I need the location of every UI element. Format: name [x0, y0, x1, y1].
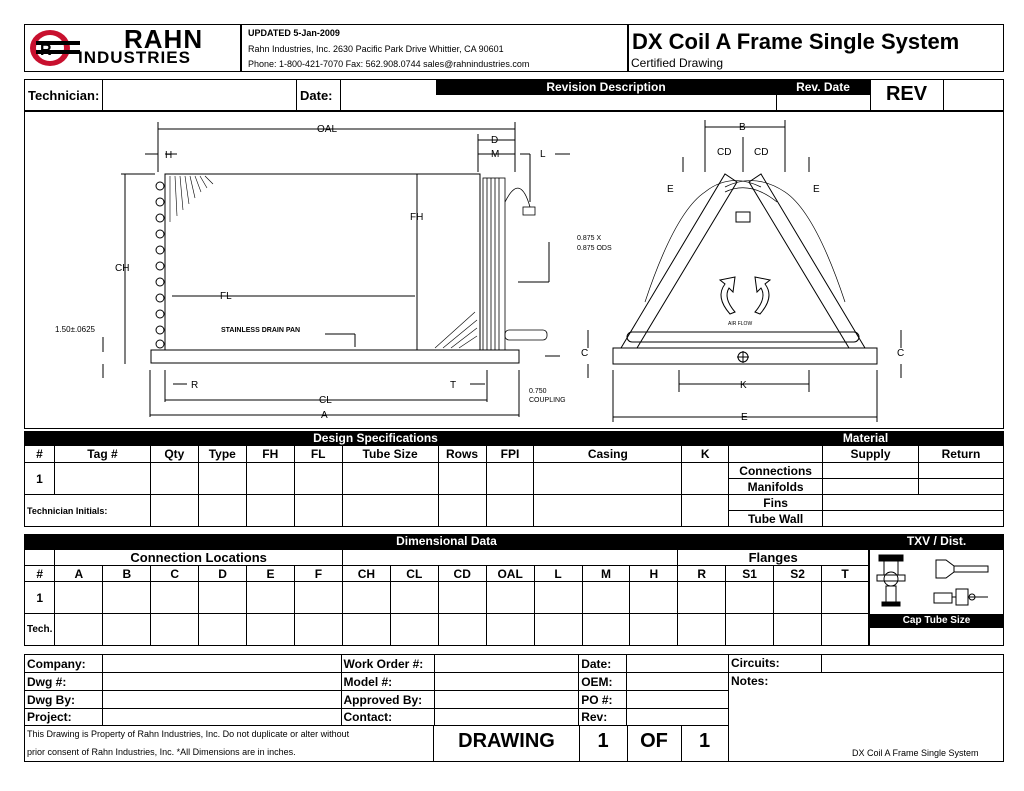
col-type: Type: [198, 446, 246, 463]
connections-supply[interactable]: [823, 463, 919, 479]
dim-col: CL: [390, 566, 438, 582]
divider: [296, 79, 297, 111]
notes-label: Notes:: [731, 674, 769, 688]
distributor-icon: [932, 556, 992, 580]
b-label: B: [739, 122, 746, 133]
date-label: Date:: [300, 88, 333, 103]
txv-dist-header: TXV / Dist.: [869, 534, 1004, 549]
svg-text:R: R: [40, 42, 52, 59]
approved-field[interactable]: [435, 691, 579, 709]
dim-col: S2: [774, 566, 822, 582]
footer-rev-label: Rev:: [579, 709, 627, 726]
divider: [729, 672, 1004, 673]
tag-cell[interactable]: [54, 463, 150, 495]
revision-date-header: Rev. Date: [776, 80, 870, 95]
footer-date-label: Date:: [579, 655, 627, 673]
tech-cell[interactable]: [486, 495, 534, 527]
tech-cell[interactable]: [246, 495, 294, 527]
tech-cell[interactable]: [534, 495, 682, 527]
dimensional-data-header: Dimensional Data: [24, 534, 869, 549]
dim-cell[interactable]: [295, 582, 343, 614]
material-header: Material: [727, 431, 1004, 445]
dim-tech-cell[interactable]: [630, 614, 678, 646]
material-manifolds: Manifolds: [729, 479, 823, 495]
dim-tech-cell[interactable]: [582, 614, 630, 646]
fl-cell[interactable]: [294, 463, 342, 495]
dim-col: C: [151, 566, 199, 582]
oem-label: OEM:: [579, 673, 627, 691]
fins-value[interactable]: [823, 495, 1004, 511]
model-label: Model #:: [341, 673, 435, 691]
dim-col: S1: [726, 566, 774, 582]
coupling-label-1: 0.750: [529, 388, 547, 395]
casing-cell[interactable]: [534, 463, 682, 495]
drain-pan: [151, 350, 519, 363]
property-line-1: This Drawing is Property of Rahn Industries, Inc. Do not duplicate or alter without: [27, 729, 350, 739]
header-tubes: [483, 178, 547, 350]
c-right-label: C: [897, 348, 905, 359]
dim-tech-cell[interactable]: [151, 614, 199, 646]
footer-rev-field[interactable]: [627, 709, 729, 726]
notes-field[interactable]: [729, 688, 1003, 744]
k-label: K: [740, 380, 747, 391]
ods-label-1: 0.875 X: [577, 235, 602, 242]
tech-cell[interactable]: [198, 495, 246, 527]
drawing-title: DX Coil A Frame Single System: [632, 29, 960, 54]
col-tube-size: Tube Size: [342, 446, 438, 463]
model-field[interactable]: [435, 673, 579, 691]
revision-description-header: Revision Description: [436, 80, 776, 95]
ods-label-2: 0.875 ODS: [577, 245, 612, 252]
dim-col: CD: [438, 566, 486, 582]
dim-tech-cell[interactable]: [295, 614, 343, 646]
col-k: K: [682, 446, 729, 463]
circuits-field[interactable]: [822, 655, 1003, 671]
footer-date-field[interactable]: [627, 655, 729, 673]
oal-label: OAL: [317, 124, 338, 135]
dim-tech-cell[interactable]: [390, 614, 438, 646]
dim-cell[interactable]: [582, 582, 630, 614]
tech-initials-label: Technician Initials:: [25, 495, 151, 527]
c-left-label: C: [581, 348, 589, 359]
rahn-logo-icon: [28, 28, 82, 68]
footer-table: [24, 654, 729, 726]
dim-cell[interactable]: [486, 582, 534, 614]
fl-label: FL: [220, 291, 232, 302]
d-label: D: [491, 135, 499, 146]
qty-cell[interactable]: [150, 463, 198, 495]
dim-cell[interactable]: [390, 582, 438, 614]
dim-cell[interactable]: [678, 582, 726, 614]
manifolds-supply[interactable]: [823, 479, 919, 495]
company-address: Rahn Industries, Inc. 2630 Pacific Park Drive Whittier, CA 90601: [248, 44, 504, 54]
dim-col: M: [582, 566, 630, 582]
manifolds-return[interactable]: [918, 479, 1003, 495]
dim-tech-cell[interactable]: [726, 614, 774, 646]
approved-label: Approved By:: [341, 691, 435, 709]
cd-left-label: CD: [717, 147, 732, 158]
sheet-number: 1: [597, 730, 609, 752]
work-order-label: Work Order #:: [341, 655, 435, 673]
dim-col: R: [678, 566, 726, 582]
dim-tech-cell[interactable]: [55, 614, 103, 646]
coil-drawing: [25, 112, 1003, 428]
dimensional-data-table: [24, 549, 869, 646]
date-field[interactable]: [341, 80, 435, 110]
dim-cell[interactable]: [103, 582, 151, 614]
dim-col: A: [55, 566, 103, 582]
material-tube-wall: Tube Wall: [729, 511, 823, 527]
dim-col: CH: [342, 566, 390, 582]
dim-row-number: 1: [25, 582, 55, 614]
logo-bottom: INDUSTRIES: [78, 48, 191, 67]
blank: [25, 550, 55, 566]
tube-wall-value[interactable]: [823, 511, 1004, 527]
col-fpi: FPI: [486, 446, 534, 463]
project-field[interactable]: [102, 709, 341, 726]
col-fl: FL: [294, 446, 342, 463]
flanges-label: Flanges: [678, 550, 869, 566]
dim-cell[interactable]: [630, 582, 678, 614]
dim-col: #: [25, 566, 55, 582]
connections-return[interactable]: [918, 463, 1003, 479]
dim-cell[interactable]: [438, 582, 486, 614]
airflow-arrow-right-icon: [755, 277, 770, 314]
airflow-label: AIR FLOW: [728, 321, 753, 327]
header-divider: [627, 24, 629, 72]
dim-col: OAL: [486, 566, 534, 582]
cl-label: CL: [319, 395, 332, 406]
col-casing: Casing: [534, 446, 682, 463]
dim-cell[interactable]: [774, 582, 822, 614]
dim-tech-cell[interactable]: [774, 614, 822, 646]
dim-tech-cell[interactable]: [103, 614, 151, 646]
connection-locations-label: Connection Locations: [55, 550, 343, 566]
e-left-label: E: [667, 184, 674, 195]
dim-col: F: [295, 566, 343, 582]
row-number: 1: [25, 463, 55, 495]
l-label: L: [540, 149, 546, 160]
tolerance-label: 1.50±.0625: [55, 325, 95, 334]
contact-field[interactable]: [435, 709, 579, 726]
dim-tech-cell[interactable]: [821, 614, 868, 646]
e-right-label: E: [813, 184, 820, 195]
cd-right-label: CD: [754, 147, 769, 158]
company-field[interactable]: [102, 655, 341, 673]
dim-tech-label: Tech.: [25, 614, 55, 646]
rows-cell[interactable]: [438, 463, 486, 495]
contact-label: Contact:: [341, 709, 435, 726]
tube-size-cell[interactable]: [342, 463, 438, 495]
dim-col: B: [103, 566, 151, 582]
design-spec-table: [24, 445, 1004, 527]
dim-tech-cell[interactable]: [438, 614, 486, 646]
dim-tech-cell[interactable]: [342, 614, 390, 646]
material-blank: [729, 446, 823, 463]
header-divider-2: [240, 24, 242, 72]
tech-cell[interactable]: [342, 495, 438, 527]
fh-label: FH: [410, 212, 424, 223]
a-frame-right: [749, 174, 865, 348]
dim-tech-cell[interactable]: [534, 614, 582, 646]
dim-tech-cell[interactable]: [199, 614, 247, 646]
col-tag: Tag #: [54, 446, 150, 463]
e-bottom-label: E: [741, 412, 748, 423]
dim-cell[interactable]: [534, 582, 582, 614]
material-connections: Connections: [729, 463, 823, 479]
sheet-total: 1: [698, 730, 711, 752]
work-order-field[interactable]: [435, 655, 579, 673]
t-label: T: [450, 380, 457, 391]
dim-cell[interactable]: [342, 582, 390, 614]
drain-pan-label: STAINLESS DRAIN PAN: [221, 327, 301, 334]
drawing-subtitle: Certified Drawing: [631, 56, 724, 70]
divider: [943, 79, 944, 111]
tech-cell[interactable]: [682, 495, 729, 527]
circuits-label: Circuits:: [731, 656, 780, 670]
coupling-label-2: COUPLING: [529, 397, 566, 404]
dim-cell[interactable]: [151, 582, 199, 614]
po-field[interactable]: [627, 691, 729, 709]
col-fh: FH: [246, 446, 294, 463]
dwg-no-label: Dwg #:: [25, 673, 103, 691]
col-supply: Supply: [823, 446, 919, 463]
rev-label: REV: [885, 83, 928, 105]
company-contact: Phone: 1-800-421-7070 Fax: 562.908.0744 sales@rahnindustries.com: [248, 59, 530, 69]
dim-col: H: [630, 566, 678, 582]
fh-cell[interactable]: [246, 463, 294, 495]
dim-col: E: [247, 566, 295, 582]
coil-body: [165, 174, 480, 350]
dim-tech-cell[interactable]: [247, 614, 295, 646]
dim-tech-cell[interactable]: [678, 614, 726, 646]
dim-cell[interactable]: [821, 582, 868, 614]
valve-assembly-icon: [932, 585, 992, 609]
dim-col: L: [534, 566, 582, 582]
dwg-by-label: Dwg By:: [25, 691, 103, 709]
of-label: OF: [640, 730, 668, 752]
material-fins: Fins: [729, 495, 823, 511]
ch-label: CH: [115, 263, 130, 274]
col-rows: Rows: [438, 446, 486, 463]
dim-col: D: [199, 566, 247, 582]
dim-cell[interactable]: [247, 582, 295, 614]
cap-tube-size-header: Cap Tube Size: [870, 614, 1003, 628]
fin-lines: [170, 176, 477, 348]
drawing-label: DRAWING: [458, 730, 555, 752]
col-num: #: [25, 446, 55, 463]
r-label: R: [191, 380, 199, 391]
m-label: M: [491, 149, 500, 160]
type-cell[interactable]: [198, 463, 246, 495]
technician-label: Technician:: [28, 88, 100, 103]
dim-cell[interactable]: [726, 582, 774, 614]
dim-col: T: [821, 566, 868, 582]
tech-cell[interactable]: [150, 495, 198, 527]
dwg-no-field[interactable]: [102, 673, 341, 691]
txv-valve-icon: [874, 553, 914, 611]
company-label: Company:: [25, 655, 103, 673]
dwg-by-field[interactable]: [102, 691, 341, 709]
airflow-arrow-left-icon: [720, 277, 735, 314]
k-cell[interactable]: [682, 463, 729, 495]
h-label: H: [165, 150, 173, 161]
divider: [776, 95, 777, 111]
po-label: PO #:: [579, 691, 627, 709]
dim-cell[interactable]: [55, 582, 103, 614]
dim-tech-cell[interactable]: [486, 614, 534, 646]
design-spec-header: Design Specifications: [24, 431, 727, 445]
dim-cell[interactable]: [199, 582, 247, 614]
property-box: [24, 725, 434, 762]
technician-field[interactable]: [103, 80, 296, 110]
tech-cell[interactable]: [294, 495, 342, 527]
property-line-2: prior consent of Rahn Industries, Inc. *All Dimensions are in inches.: [27, 747, 296, 757]
col-qty: Qty: [150, 446, 198, 463]
a-frame-left: [621, 174, 737, 348]
a-label: A: [321, 410, 328, 421]
blank: [342, 550, 677, 566]
col-return: Return: [918, 446, 1003, 463]
logo-top: RAHN: [124, 24, 204, 54]
tube-returns-icon: [156, 182, 164, 348]
footer-title: DX Coil A Frame Single System: [852, 748, 979, 758]
project-label: Project:: [25, 709, 103, 726]
oem-field[interactable]: [627, 673, 729, 691]
updated-date: UPDATED 5-Jan-2009: [248, 28, 340, 38]
tech-cell[interactable]: [438, 495, 486, 527]
fpi-cell[interactable]: [486, 463, 534, 495]
